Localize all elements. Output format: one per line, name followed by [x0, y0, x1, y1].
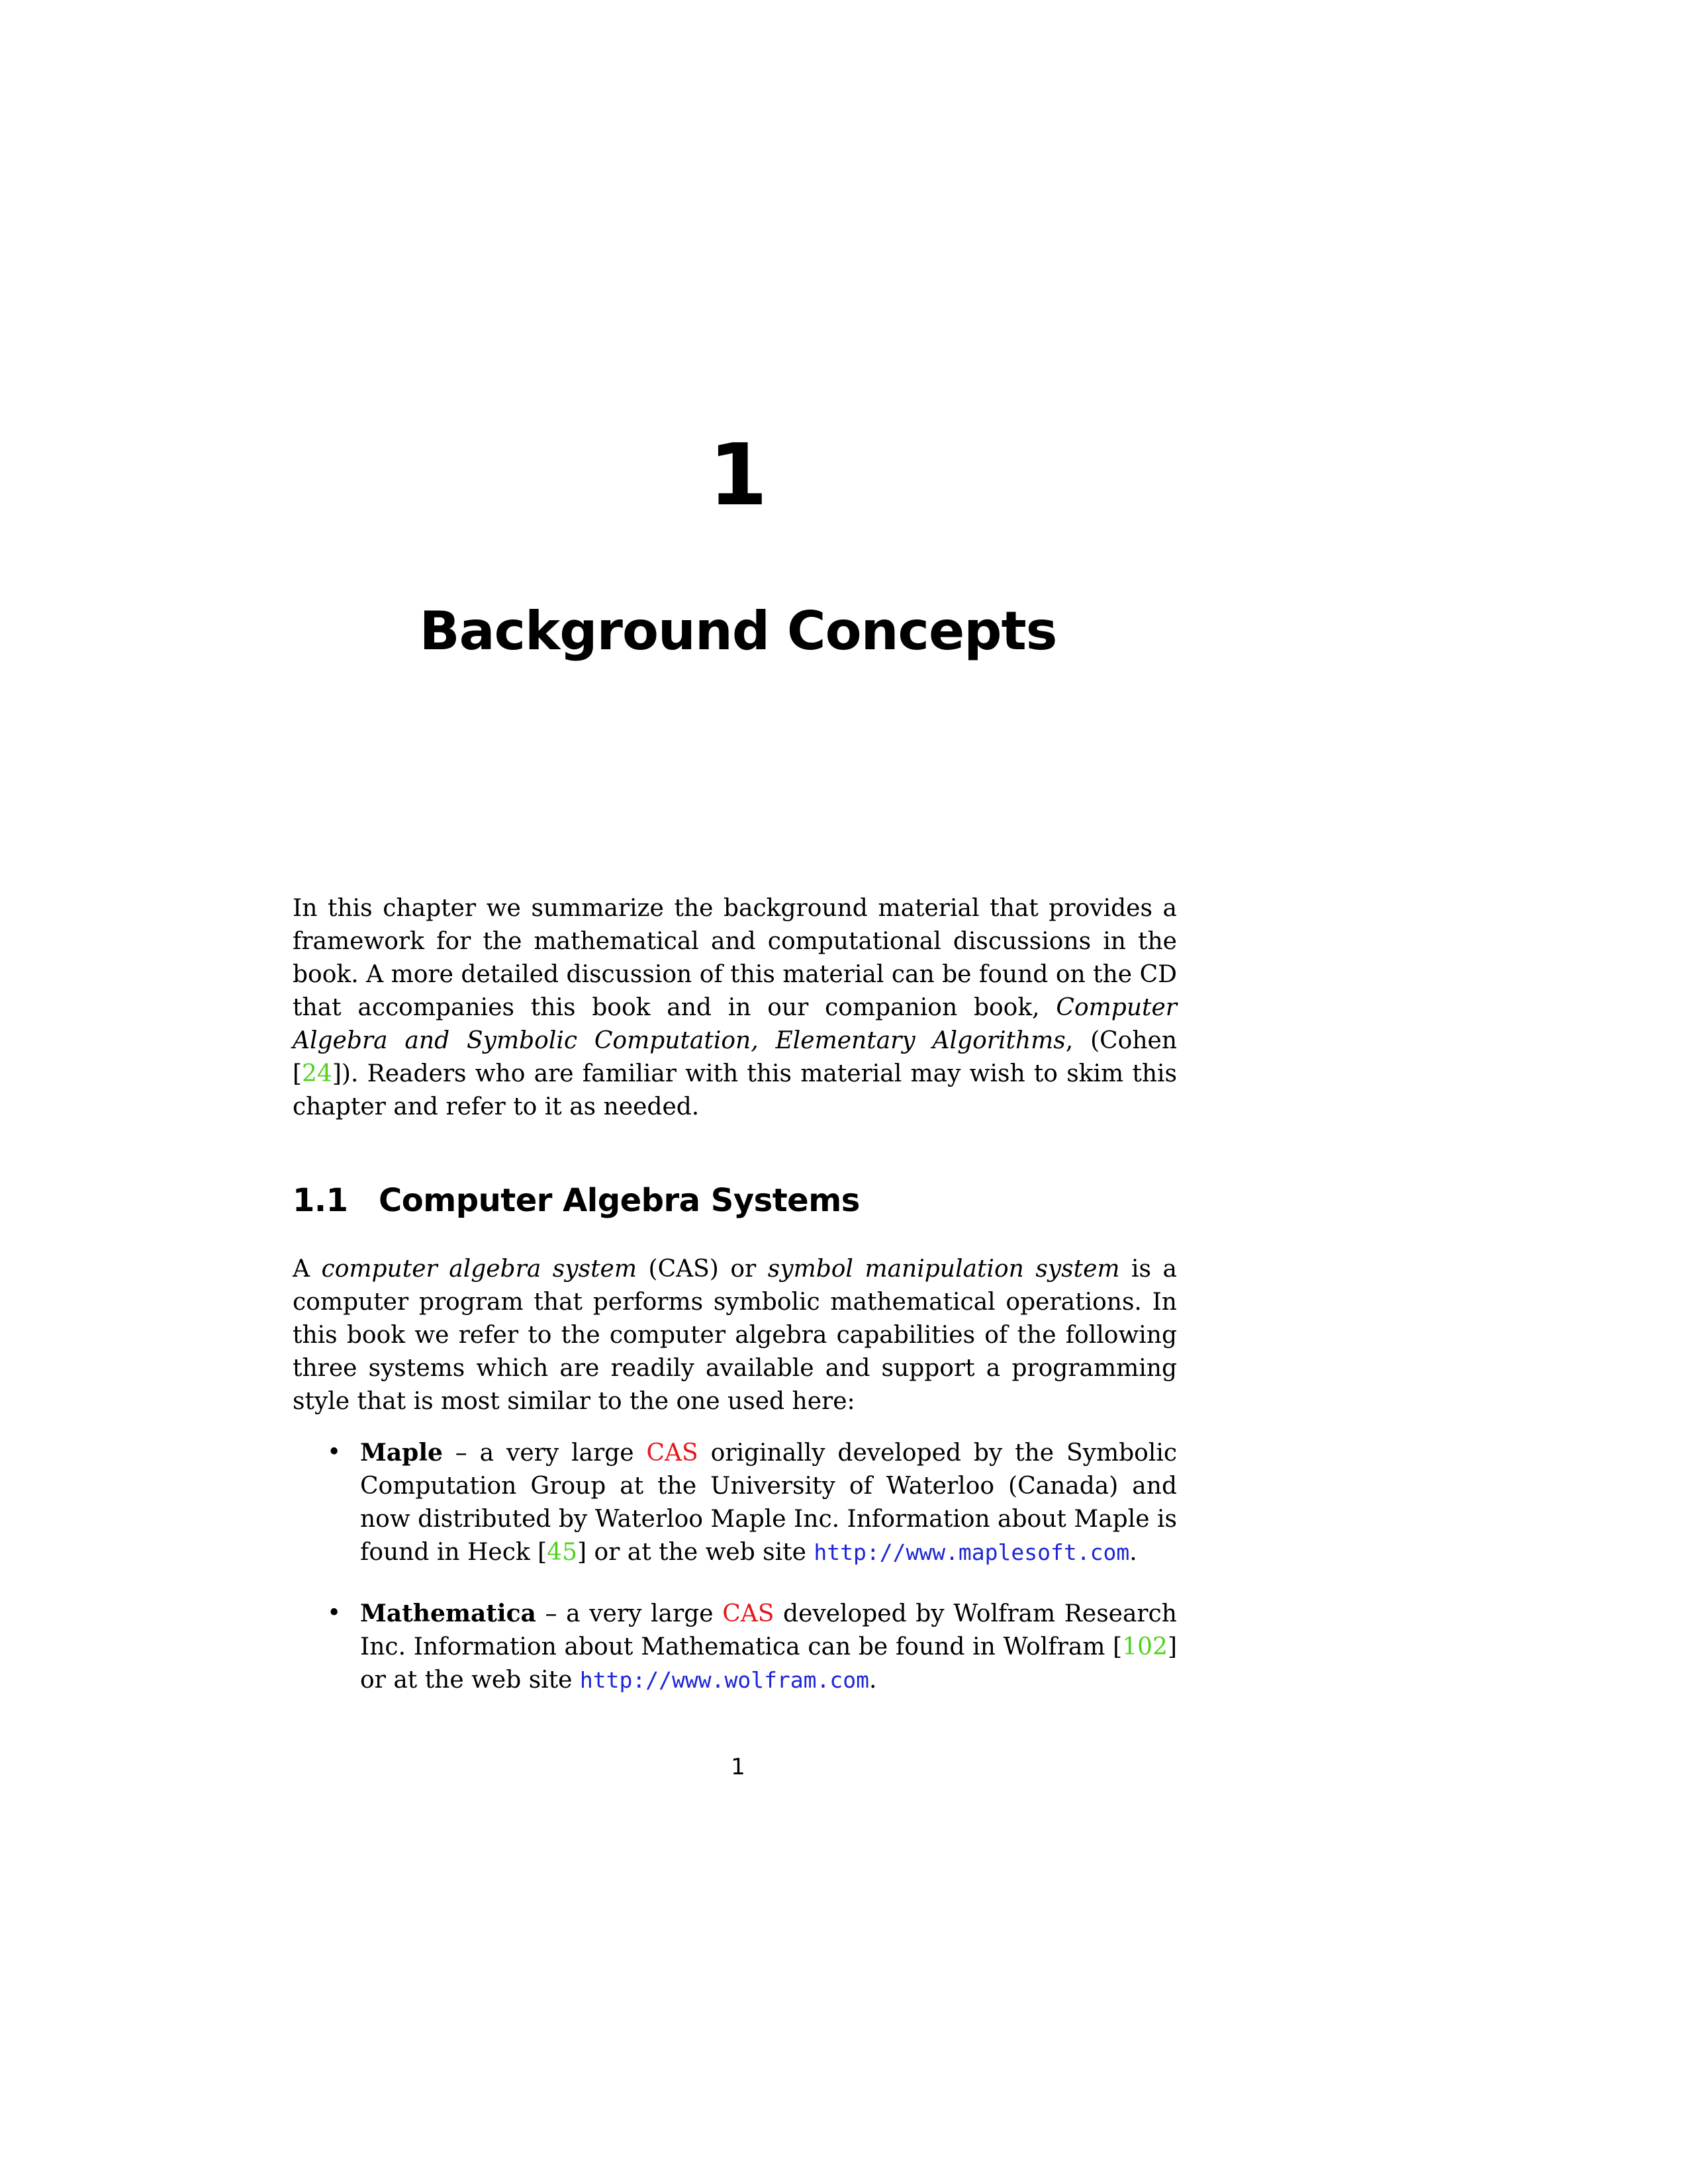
term-symbol-manipulation-system: symbol manipulation system	[767, 1255, 1120, 1283]
section-heading	[293, 1183, 1177, 1218]
cas-acronym-link[interactable]: CAS	[646, 1439, 698, 1467]
cas-paragraph	[293, 1253, 1177, 1418]
item-text-4: .	[1129, 1539, 1137, 1566]
intro-text-1: In this chapter we summarize the background material that provides a framework for the mathematical and computational discussions in the book. A more detailed discussion of this material can be found on the CD that accompanies this book and in our companion book,	[293, 895, 1177, 1021]
item-text-2: developed by Wolfram Research Inc. Information about Mathematica can be found in Wolfram [	[360, 1600, 1177, 1661]
cas-text-2: (CAS) or	[637, 1255, 768, 1283]
citation-link[interactable]: 102	[1122, 1633, 1168, 1661]
cas-text-1: A	[293, 1255, 322, 1283]
url-link[interactable]: http://www.maplesoft.com	[814, 1539, 1130, 1565]
item-text-1: – a very large	[536, 1600, 723, 1627]
chapter-title: Background Concepts	[419, 600, 1057, 662]
list-item-maple	[293, 1436, 1177, 1569]
citation-link[interactable]: 45	[547, 1539, 577, 1566]
chapter-number: 1	[708, 426, 768, 525]
cas-text-3: is a computer program that performs symbolic mathematical operations. In this book we refer to the computer algebra capabilities of the following three systems which are readily available and support a programming style that is most similar to the one used here:	[293, 1255, 1178, 1415]
item-text-3: ] or at the web site	[577, 1539, 814, 1566]
item-name: Mathematica	[360, 1600, 536, 1627]
section-number: 1.1	[293, 1182, 348, 1219]
list-item-mathematica	[293, 1597, 1177, 1697]
item-text-3: ] or at the web site	[360, 1633, 1177, 1694]
section-title: Computer Algebra Systems	[379, 1182, 860, 1219]
url-link[interactable]: http://www.wolfram.com	[579, 1667, 870, 1693]
item-text-2: originally developed by the Symbolic Computation Group at the University of Waterloo (Canada) and now distributed by Waterloo Maple Inc. Information about Maple is found in Heck [	[360, 1439, 1177, 1566]
bullet-icon: •	[327, 1600, 342, 1627]
term-computer-algebra-system: computer algebra system	[321, 1255, 637, 1283]
intro-text-2: , (Cohen [	[293, 1027, 1178, 1087]
intro-text-3: ]). Readers who are familiar with this material may wish to skim this chapter and refer to it as needed.	[293, 1060, 1177, 1120]
cas-acronym-link[interactable]: CAS	[722, 1600, 774, 1627]
item-text-1: – a very large	[442, 1439, 647, 1467]
intro-paragraph	[293, 892, 1177, 1124]
item-name: Maple	[360, 1439, 443, 1467]
item-text-4: .	[869, 1666, 877, 1694]
bullet-icon: •	[327, 1439, 342, 1466]
citation-link[interactable]: 24	[302, 1060, 332, 1087]
page-number: 1	[731, 1754, 745, 1780]
cas-bullet-list	[293, 1436, 1177, 1725]
companion-book-title: Computer Algebra and Symbolic Computation, Elementary Algorithms	[293, 994, 1177, 1054]
